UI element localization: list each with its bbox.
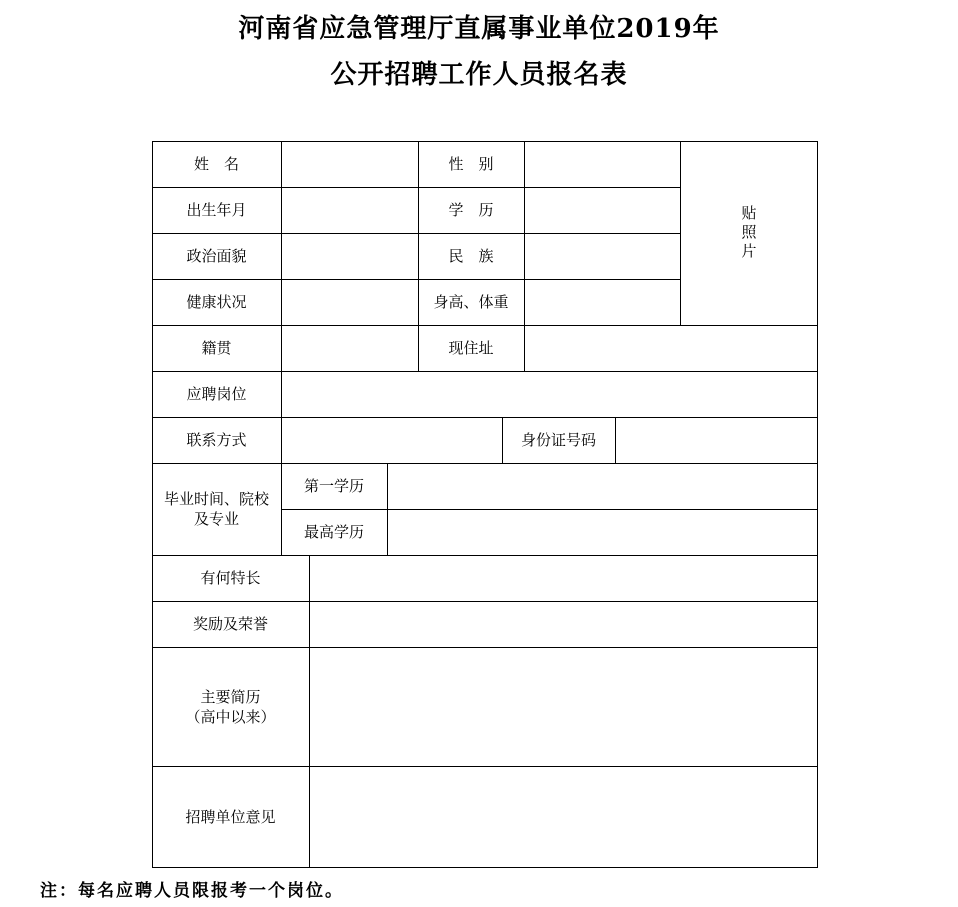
- name-field[interactable]: [281, 141, 418, 187]
- height-weight-field[interactable]: [524, 279, 680, 325]
- address-label: 现住址: [448, 339, 494, 357]
- height-weight-label: 身高、体重: [433, 293, 509, 311]
- birth-label: 出生年月: [186, 201, 247, 219]
- resume-label: 主要简历 （高中以来）: [185, 687, 276, 726]
- awards-label: 奖励及荣誉: [192, 615, 268, 633]
- id-label: 身份证号码: [520, 431, 596, 449]
- graduation-label: 毕业时间、院校 及专业: [163, 490, 269, 528]
- health-field[interactable]: [281, 279, 418, 325]
- position-field[interactable]: [281, 371, 817, 417]
- politics-label: 政治面貌: [186, 247, 247, 265]
- opinion-label: 招聘单位意见: [185, 807, 276, 826]
- highest-degree-label: 最高学历: [303, 523, 364, 541]
- birth-field[interactable]: [281, 187, 418, 233]
- form-title-line-2: 公开招聘工作人员报名表: [330, 60, 628, 90]
- form-title-line-1: 河南省应急管理厅直属事业单位2019年: [238, 14, 720, 44]
- ethnicity-label: 民 族: [448, 247, 494, 265]
- health-label: 健康状况: [186, 293, 247, 311]
- education-field[interactable]: [524, 187, 680, 233]
- position-label: 应聘岗位: [186, 385, 247, 403]
- opinion-field[interactable]: [309, 766, 817, 867]
- id-field[interactable]: [615, 417, 817, 463]
- photo-label: 贴照片: [739, 204, 758, 262]
- address-field[interactable]: [524, 325, 817, 371]
- resume-field[interactable]: [309, 647, 817, 766]
- politics-field[interactable]: [281, 233, 418, 279]
- native-place-field[interactable]: [281, 325, 418, 371]
- education-label: 学 历: [448, 201, 494, 219]
- highest-degree-field[interactable]: [387, 509, 817, 555]
- first-degree-label: 第一学历: [303, 477, 364, 495]
- contact-label: 联系方式: [186, 431, 247, 449]
- name-label: 姓 名: [193, 155, 239, 173]
- specialty-label: 有何特长: [200, 569, 261, 587]
- gender-label: 性 别: [448, 155, 494, 173]
- gender-field[interactable]: [524, 141, 680, 187]
- ethnicity-field[interactable]: [524, 233, 680, 279]
- photo-area[interactable]: [680, 141, 817, 325]
- specialty-field[interactable]: [309, 555, 817, 601]
- contact-field[interactable]: [281, 417, 502, 463]
- footer-note: 注：每名应聘人员限报考一个岗位。: [40, 881, 344, 901]
- awards-field[interactable]: [309, 601, 817, 647]
- first-degree-field[interactable]: [387, 463, 817, 509]
- native-place-label: 籍贯: [201, 339, 232, 357]
